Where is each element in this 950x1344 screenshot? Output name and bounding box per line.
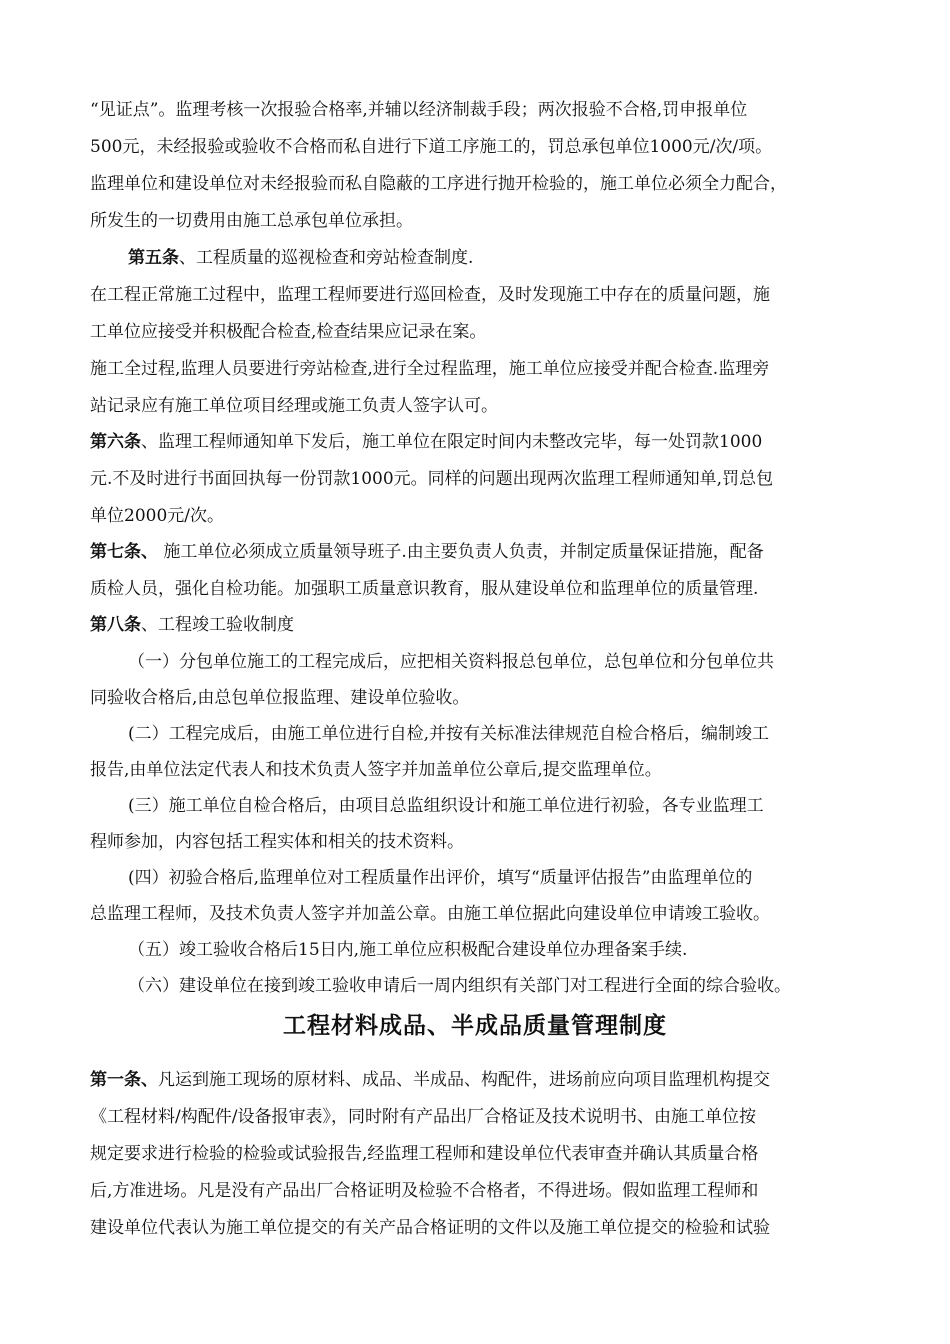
article-5-title: 、工程质量的巡视检查和旁站检查制度. bbox=[179, 248, 474, 268]
paragraph-line: 后,方准进场。凡是没有产品出厂合格证明及检验不合格者，不得进场。假如监理工程师和 bbox=[90, 1181, 759, 1201]
list-item-2-cont: 报告,由单位法定代表人和技术负责人签字并加盖单位公章后,提交监理单位。 bbox=[90, 760, 662, 780]
article-5-label: 第五条 bbox=[128, 248, 179, 268]
paragraph-line: “见证点”。监理考核一次报验合格率,并辅以经济制裁手段；两次报验不合格,罚申报单位 bbox=[90, 100, 748, 120]
article-8-label: 第八条 bbox=[90, 615, 141, 635]
paragraph-line: 单位2000元/次。 bbox=[90, 506, 224, 526]
article-8-heading bbox=[90, 615, 294, 635]
list-item-2: (二）工程完成后，由施工单位进行自检,并按有关标准法律规范自检合格后，编制竣工 bbox=[128, 724, 770, 744]
paragraph-line: 在工程正常施工过程中，监理工程师要进行巡回检查，及时发现施工中存在的质量问题，施 bbox=[90, 285, 770, 305]
paragraph-line: 《工程材料/构配件/设备报审表》，同时附有产品出厂合格证及技术说明书、由施工单位按 bbox=[90, 1107, 756, 1127]
list-item-3: (三）施工单位自检合格后，由项目总监组织设计和施工单位进行初验，各专业监理工 bbox=[128, 796, 764, 816]
list-item-4-cont: 总监理工程师，及技术负责人签字并加盖公章。由施工单位据此向建设单位申请竣工验收。 bbox=[90, 904, 770, 924]
paragraph-line: 规定要求进行检验的检验或试验报告,经监理工程师和建设单位代表审查并确认其质量合格 bbox=[90, 1144, 759, 1164]
paragraph-line: 质检人员，强化自检功能。加强职工质量意识教育，服从建设单位和监理单位的质量管理. bbox=[90, 579, 759, 599]
paragraph-line: 建设单位代表认为施工单位提交的有关产品合格证明的文件以及施工单位提交的检验和试验 bbox=[90, 1218, 770, 1238]
article-6-label: 第六条 bbox=[90, 432, 141, 452]
paragraph-line: 施工全过程,监理人员要进行旁站检查,进行全过程监理，施工单位应接受并配合检查.监理旁 bbox=[90, 359, 770, 379]
article-7-text: 施工单位必须成立质量领导班子.由主要负责人负责，并制定质量保证措施，配备 bbox=[158, 542, 764, 562]
material-article-1-text: 凡运到施工现场的原材料、成品、半成品、构配件，进场前应向项目监理机构提交 bbox=[158, 1070, 770, 1090]
paragraph-line: 监理单位和建设单位对未经报验而私自隐蔽的工序进行抛开检验的，施工单位必须全力配合， bbox=[90, 174, 787, 194]
list-item-1: （一）分包单位施工的工程完成后，应把相关资料报总包单位，总包单位和分包单位共 bbox=[128, 652, 774, 672]
section-heading: 工程材料成品、半成品质量管理制度 bbox=[283, 1013, 667, 1039]
paragraph-line: 500元，未经报验或验收不合格而私自进行下道工序施工的，罚总承包单位1000元/次/项。 bbox=[90, 137, 773, 157]
material-article-1-first-line bbox=[90, 1070, 770, 1090]
paragraph-line: 工单位应接受并积极配合检查,检查结果应记录在案。 bbox=[90, 322, 487, 342]
material-article-1-label: 第一条、 bbox=[90, 1070, 158, 1090]
article-6-text: 、监理工程师通知单下发后，施工单位在限定时间内未整改完毕，每一处罚款1000 bbox=[141, 432, 763, 452]
article-5-heading bbox=[128, 248, 473, 268]
article-7-first-line bbox=[90, 542, 764, 562]
article-6-first-line bbox=[90, 432, 762, 452]
paragraph-line: 所发生的一切费用由施工总承包单位承担。 bbox=[90, 211, 413, 231]
paragraph-line: 站记录应有施工单位项目经理或施工负责人签字认可。 bbox=[90, 396, 498, 416]
list-item-6: （六）建设单位在接到竣工验收申请后一周内组织有关部门对工程进行全面的综合验收。 bbox=[128, 976, 791, 996]
list-item-1-cont: 同验收合格后,由总包单位报监理、建设单位验收。 bbox=[90, 688, 470, 708]
list-item-5: （五）竣工验收合格后15日内,施工单位应积极配合建设单位办理备案手续. bbox=[128, 940, 688, 960]
list-item-3-cont: 程师参加，内容包括工程实体和相关的技术资料。 bbox=[90, 832, 464, 852]
article-7-label: 第七条、 bbox=[90, 542, 158, 562]
paragraph-line: 元.不及时进行书面回执每一份罚款1000元。同样的问题出现两次监理工程师通知单,罚总包 bbox=[90, 469, 774, 489]
list-item-4: (四）初验合格后,监理单位对工程质量作出评价，填写“质量评估报告”由监理单位的 bbox=[128, 868, 753, 888]
article-8-title: 、工程竣工验收制度 bbox=[141, 615, 294, 635]
